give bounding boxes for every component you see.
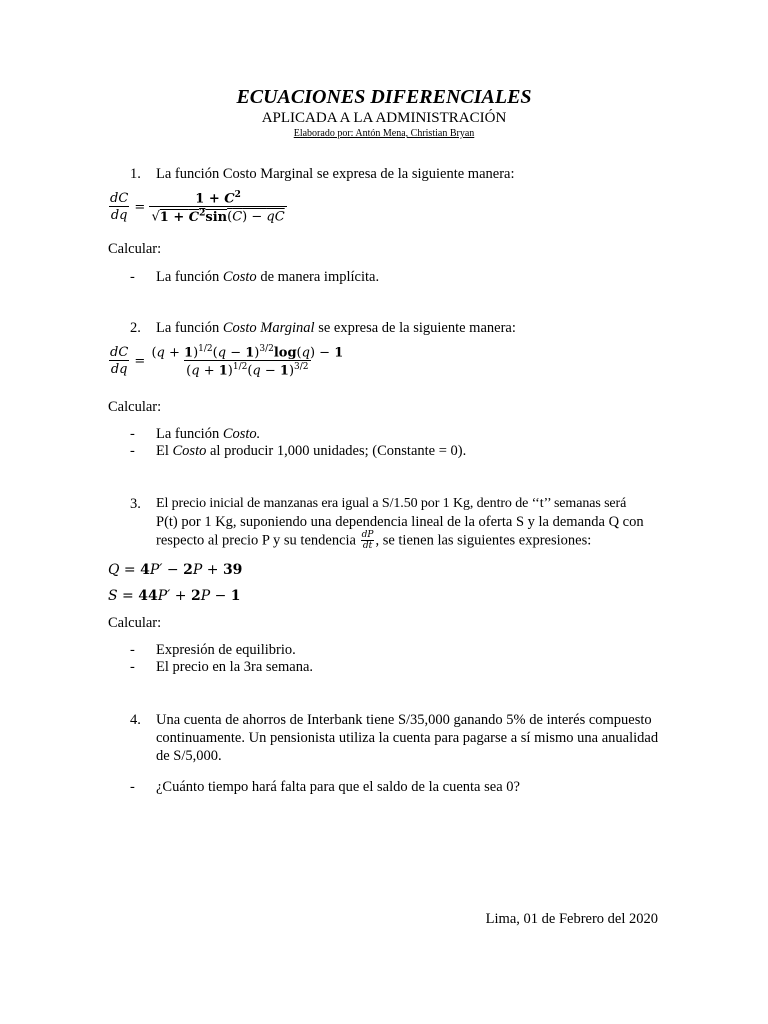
document-subtitle: APLICADA A LA ADMINISTRACIÓN: [261, 110, 507, 126]
dp-dt-fraction: $\frac{dP}{dt}$: [361, 530, 374, 551]
p2-bullet-2: El Costo al producir 1,000 unidades; (Constante = 0).: [156, 443, 467, 459]
p2-calcular: Calcular:: [108, 399, 162, 415]
p2-equation: $\frac{dC}{dq}$ = $\frac{(q + 1)^{1/2}(q - 1)^{3/2}\log(q) - 1}{(q + 1)^{1/2}(q - 1)^{3/2}}$: [110, 344, 344, 379]
p2-bullet-dash-1: -: [130, 426, 135, 442]
p1-bullet-dash: -: [130, 269, 135, 285]
p4-bullet-dash: -: [130, 779, 135, 795]
p2-statement: La función Costo Marginal se expresa de la siguiente manera:: [156, 320, 516, 336]
p3-line-1: El precio inicial de manzanas era igual a S/1.50 por 1 Kg, dentro de ‘‘t’’ semanas será: [156, 496, 627, 511]
p4-line-3: de S/5,000.: [156, 748, 222, 764]
document-title: ECUACIONES DIFERENCIALES: [236, 86, 532, 108]
p3-line-3: respecto al precio P y su tendencia $\frac{dP}{dt}$ , se tienen las siguientes expresiones:: [156, 530, 592, 551]
p3-calcular: Calcular:: [108, 615, 162, 631]
p2-bullet-dash-2: -: [130, 443, 135, 459]
p4-number: 4.: [130, 712, 141, 728]
p3-bullet-2: El precio en la 3ra semana.: [156, 659, 314, 675]
p1-equation: $\frac{dC}{dq}$ = $\frac{1 + C^2}{√1 + C^2\sin(C) - qC}$: [110, 190, 285, 225]
p4-bullet-1: ¿Cuánto tiempo hará falta para que el saldo de la cuenta sea 0?: [156, 779, 520, 795]
p1-bullet-1: La función Costo de manera implícita.: [156, 269, 380, 285]
p4-line-2: continuamente. Un pensionista utiliza la cuenta para pagarse a sí mismo una anualidad: [156, 730, 659, 746]
document-author: [0, 128, 768, 139]
p2-number: 2.: [130, 320, 141, 336]
p3-bullet-dash-1: -: [130, 642, 135, 658]
p1-number: 1.: [130, 166, 141, 182]
p1-statement: La función Costo Marginal se expresa de la siguiente manera:: [156, 166, 515, 182]
place-date: Lima, 01 de Febrero del 2020: [485, 911, 658, 927]
p4-line-1: Una cuenta de ahorros de Interbank tiene S/35,000 ganando 5% de interés compuesto: [156, 712, 652, 728]
author-text: Elaborado por: Antón Mena, Christian Bryan: [293, 128, 475, 139]
p3-equation-s: S = 44P′ + 2P − 1: [108, 588, 241, 604]
p3-line-2: P(t) por 1 Kg, suponiendo una dependencia lineal de la oferta S y la demanda Q con: [156, 514, 644, 530]
p3-bullet-1: Expresión de equilibrio.: [156, 642, 296, 658]
p3-bullet-dash-2: -: [130, 659, 135, 675]
p3-number: 3.: [130, 496, 141, 512]
p1-calcular: Calcular:: [108, 241, 162, 257]
p3-equation-q: Q = 4P′ − 2P + 39: [108, 562, 243, 578]
p2-bullet-1: La función Costo.: [156, 426, 261, 442]
